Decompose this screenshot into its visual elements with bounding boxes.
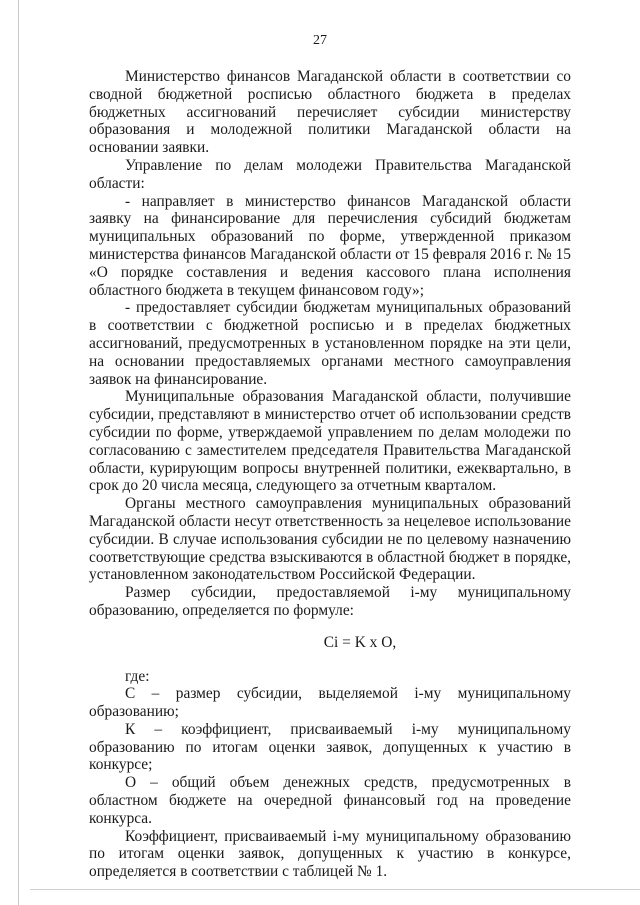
paragraph-subsidy-size: Размер субсидии, предоставляемой i-му муниципальному образованию, определяется по формуле:	[89, 584, 571, 619]
subsidy-formula: Ci = K x O,	[323, 633, 397, 651]
scan-bottom-line	[30, 889, 640, 890]
paragraph-sends-request: - направляет в министерство финансов Магаданской области заявку на финансирование для перечисления субсидий бюджетам муниципальных образований по форме, утвержденной приказом министерства финансов Магаданской области от 15 февраля 2016 г. № 15 «О порядке составления и ведения кассового плана исполнения областного бюджета в текущем финансовом году»;	[89, 192, 571, 299]
where-label: где:	[125, 667, 150, 685]
paragraph-ministry-finance: Министерство финансов Магаданской области в соответствии со сводной бюджетной росписью областного бюджета в пределах бюджетных ассигнований перечисляет субсидии министерству образования и молодежной политики Магаданской области на основании заявки.	[89, 68, 571, 157]
scan-edge-line	[18, 0, 19, 905]
paragraph-coefficient-table: Коэффициент, присваиваемый i-му муниципальному образованию по итогам оценки заявок, допущенных к участию в конкурсе, определяется в соответствии с таблицей № 1.	[89, 827, 571, 881]
document-body	[89, 68, 571, 881]
definition-o: О – общий объем денежных средств, предусмотренных в областном бюджете на очередной финансовый год на проведение конкурса.	[89, 774, 571, 827]
paragraph-youth-department: Управление по делам молодежи Правительства Магаданской области:	[89, 156, 571, 192]
paragraph-provides-subsidies: - предоставляет субсидии бюджетам муниципальных образований в соответствии с бюджетной росписью и в пределах бюджетных ассигнований, предусмотренных в установленном порядке на эти цели, на основании предоставляемых органами местного самоуправления заявок на финансирование.	[89, 299, 571, 388]
definition-c: С – размер субсидии, выделяемой i-му муниципальному образованию;	[89, 685, 571, 721]
paragraph-municipal-reporting: Муниципальные образования Магаданской области, получившие субсидии, представляют в министерство отчет об использовании средств субсидии по форме, утверждаемой управлением по делам молодежи по согласованию с заместителем председателя Правительства Магаданской области, курирующим вопросы внутренней политики, ежеквартально, в срок до 20 числа месяца, следующего за отчетным кварталом.	[89, 388, 571, 495]
definition-k: К – коэффициент, присваиваемый i-му муниципальному образованию по итогам оценки заявок, допущенных к участию в конкурсе;	[89, 720, 571, 774]
paragraph-responsibility: Органы местного самоуправления муниципальных образований Магаданской области несут ответственность за нецелевое использование субсидии. В случае использования субсидии не по целевому назначению соответствующие средства взыскиваются в областной бюджет в порядке, установленном законодательством Российской Федерации.	[89, 495, 571, 584]
page-number: 27	[313, 33, 327, 48]
